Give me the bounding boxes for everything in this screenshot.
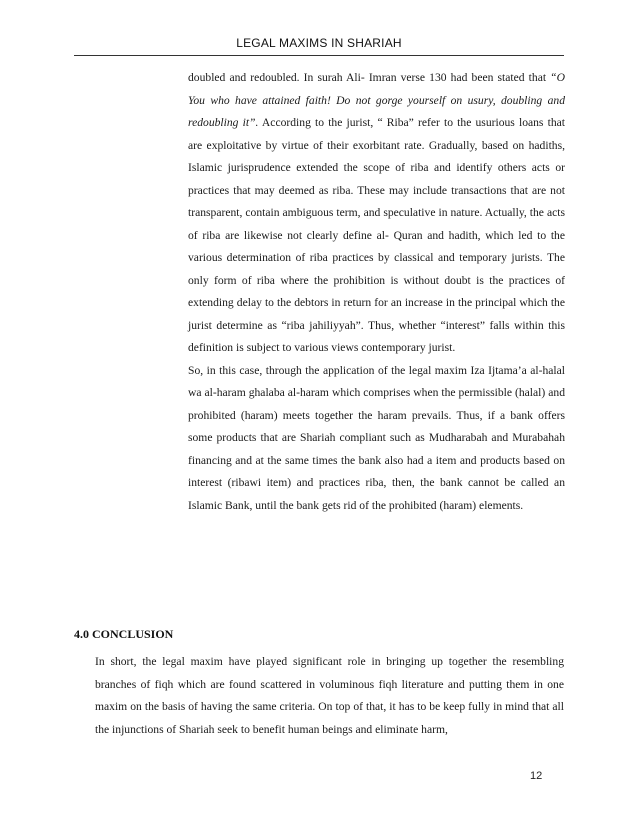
- conclusion-paragraph: In short, the legal maxim have played significant role in bringing up together the resembling branches of fiqh which are found scattered in voluminous fiqh literature and putting them in one maxim on the basis of having the same criteria. On top of that, it has to be keep fully in mind that all the injunctions of Shariah seek to benefit human beings and eliminate harm,: [95, 655, 564, 736]
- conclusion-text: [95, 651, 564, 741]
- header-rule: [74, 55, 564, 56]
- running-header: LEGAL MAXIMS IN SHARIAH: [236, 36, 402, 50]
- body-text: [188, 67, 565, 517]
- paragraph-riba: [188, 67, 565, 360]
- page-number: 12: [530, 770, 543, 782]
- section-heading: 4.0 CONCLUSION: [74, 627, 174, 641]
- paragraph-maxim: So, in this case, through the application of the legal maxim Iza Ijtama’a al-halal wa al-haram ghalaba al-haram which comprises when the permissible (halal) and prohibited (haram) meets together the haram prevails. Thus, if a bank offers some products that are Shariah compliant such as Mudharabah and Murabahah financing and at the same times the bank also had a item and products based on interest (ribawi item) and practices riba, then, the bank cannot be called an Islamic Bank, until the bank gets rid of the prohibited (haram) elements.: [188, 363, 565, 512]
- quran-quote: “O You who have attained faith! Do not gorge yourself on usury, doubling and redoubling it”.: [188, 71, 565, 129]
- paragraph-riba-lead: doubled and redoubled. In surah Ali- Imran verse 130 had been stated that: [188, 71, 551, 84]
- paragraph-riba-rest: According to the jurist, “ Riba” refer to the usurious loans that are exploitative by virtue of their exorbitant rate. Gradually, based on hadiths, Islamic jurisprudence extended the scope of riba and identify others acts or practices that may deemed as riba. These may include transactions that are not transparent, contain ambiguous term, and speculative in nature. Actually, the acts of riba are likewise not clearly define al- Quran and hadith, which led to the various determination of riba practices by classical and temporary jurists. The only form of riba where the prohibition is without doubt is the practices of extending delay to the debtors in return for an increase in the principal which the jurist determine as “riba jahiliyyah”. Thus, whether “interest” falls within this definition is subject to various views contemporary jurist.: [188, 116, 565, 354]
